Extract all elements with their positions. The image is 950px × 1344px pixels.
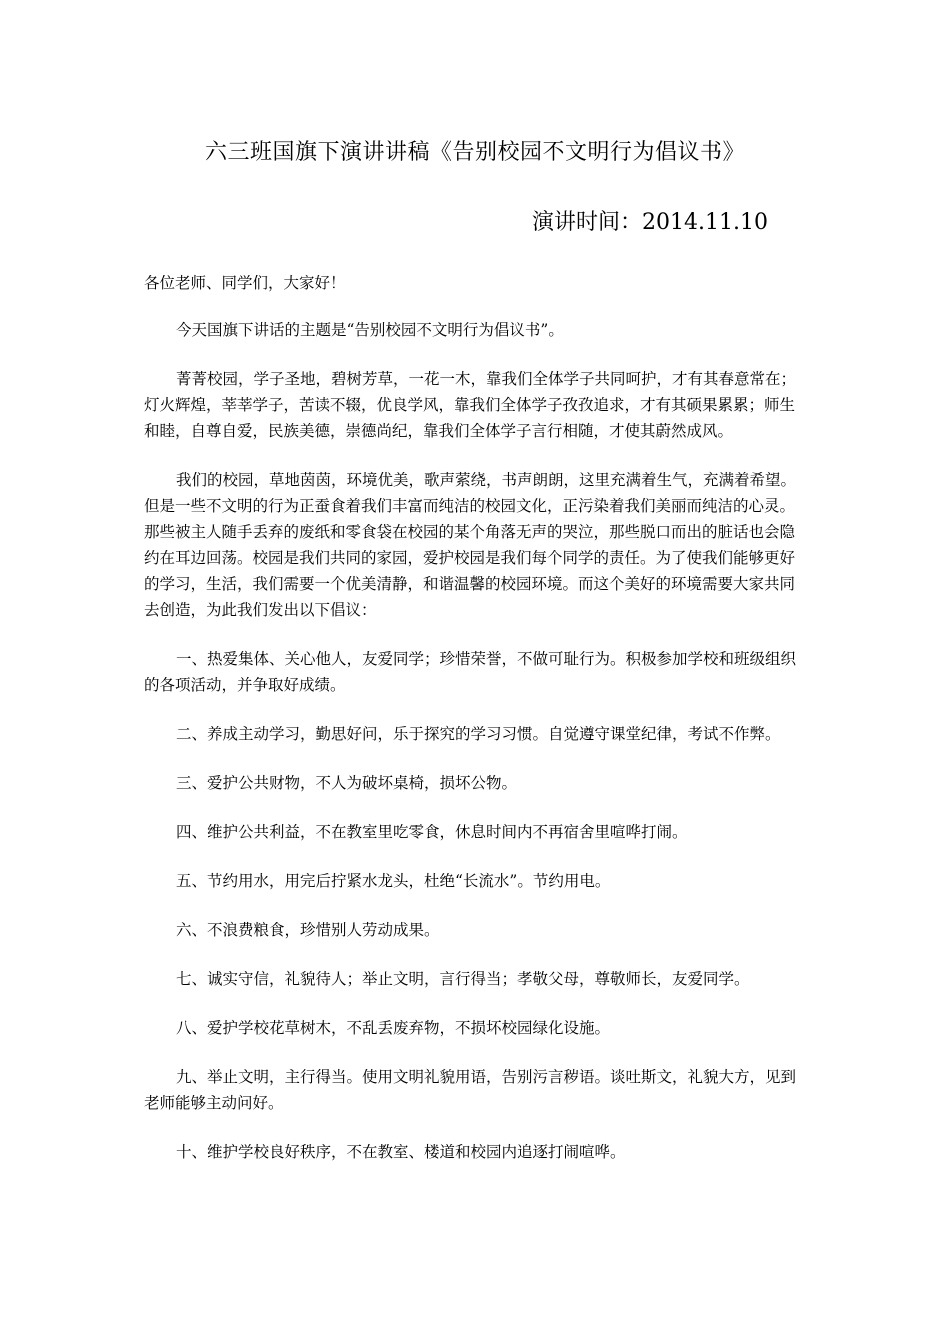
document-body (144, 270, 808, 1188)
proposal-item-10: 十、维护学校良好秩序，不在教室、楼道和校园内追逐打闹喧哗。 (176, 1143, 626, 1161)
paragraph-environment: 我们的校园，草地茵茵，环境优美，歌声萦绕，书声朗朗，这里充满着生气，充满着希望。但是一些不文明的行为正蚕食着我们丰富而纯洁的校园文化，正污染着我们美丽而纯洁的心灵。那些被主人随手丢弃的废纸和零食袋在校园的某个角落无声的哭泣，那些脱口而出的脏话也会隐约在耳边回荡。校园是我们共同的家园，爱护校园是我们每个同学的责任。为了使我们能够更好的学习，生活，我们需要一个优美清静，和谐温馨的校园环境。而这个美好的环境需要大家共同去创造，为此我们发出以下倡议： (144, 471, 797, 619)
proposal-item-8: 八、爱护学校花草树木，不乱丢废弃物，不损坏校园绿化设施。 (176, 1019, 611, 1037)
document-title: 六三班国旗下演讲讲稿《告别校园不文明行为倡议书》 (204, 140, 745, 165)
proposal-item-6: 六、不浪费粮食，珍惜别人劳动成果。 (176, 921, 440, 939)
proposal-item-4: 四、维护公共利益，不在教室里吃零食，休息时间内不再宿舍里喧哗打闹。 (176, 823, 688, 841)
proposal-item-9: 九、举止文明，主行得当。使用文明礼貌用语，告别污言秽语。谈吐斯文，礼貌大方，见到老师能够主动问好。 (144, 1068, 797, 1112)
proposal-item-5: 五、节约用水，用完后拧紧水龙头，杜绝“长流水”。节约用电。 (176, 872, 611, 890)
paragraph-campus: 菁菁校园，学子圣地，碧树芳草，一花一木，靠我们全体学子共同呵护，才有其春意常在；灯火辉煌，莘莘学子，苦读不辍，优良学风，靠我们全体学子孜孜追求，才有其硕果累累；师生和睦，自尊自爱，民族美德，崇德尚纪，靠我们全体学子言行相随，才使其蔚然成风。 (144, 370, 797, 440)
proposal-item-2: 二、养成主动学习，勤思好问，乐于探究的学习习惯。自觉遵守课堂纪律，考试不作弊。 (176, 725, 781, 743)
proposal-item-3: 三、爱护公共财物，不人为破坏桌椅，损坏公物。 (176, 774, 518, 792)
proposal-item-7: 七、诚实守信，礼貌待人；举止文明，言行得当；孝敬父母，尊敬师长，友爱同学。 (176, 970, 750, 988)
speech-time: 演讲时间：2014.11.10 (532, 210, 768, 235)
greeting: 各位老师、同学们，大家好！ (144, 274, 346, 292)
proposal-item-1: 一、热爱集体、关心他人，友爱同学；珍惜荣誉，不做可耻行为。积极参加学校和班级组织的各项活动，并争取好成绩。 (144, 650, 797, 694)
paragraph-topic: 今天国旗下讲话的主题是“告别校园不文明行为倡议书”。 (176, 321, 564, 339)
